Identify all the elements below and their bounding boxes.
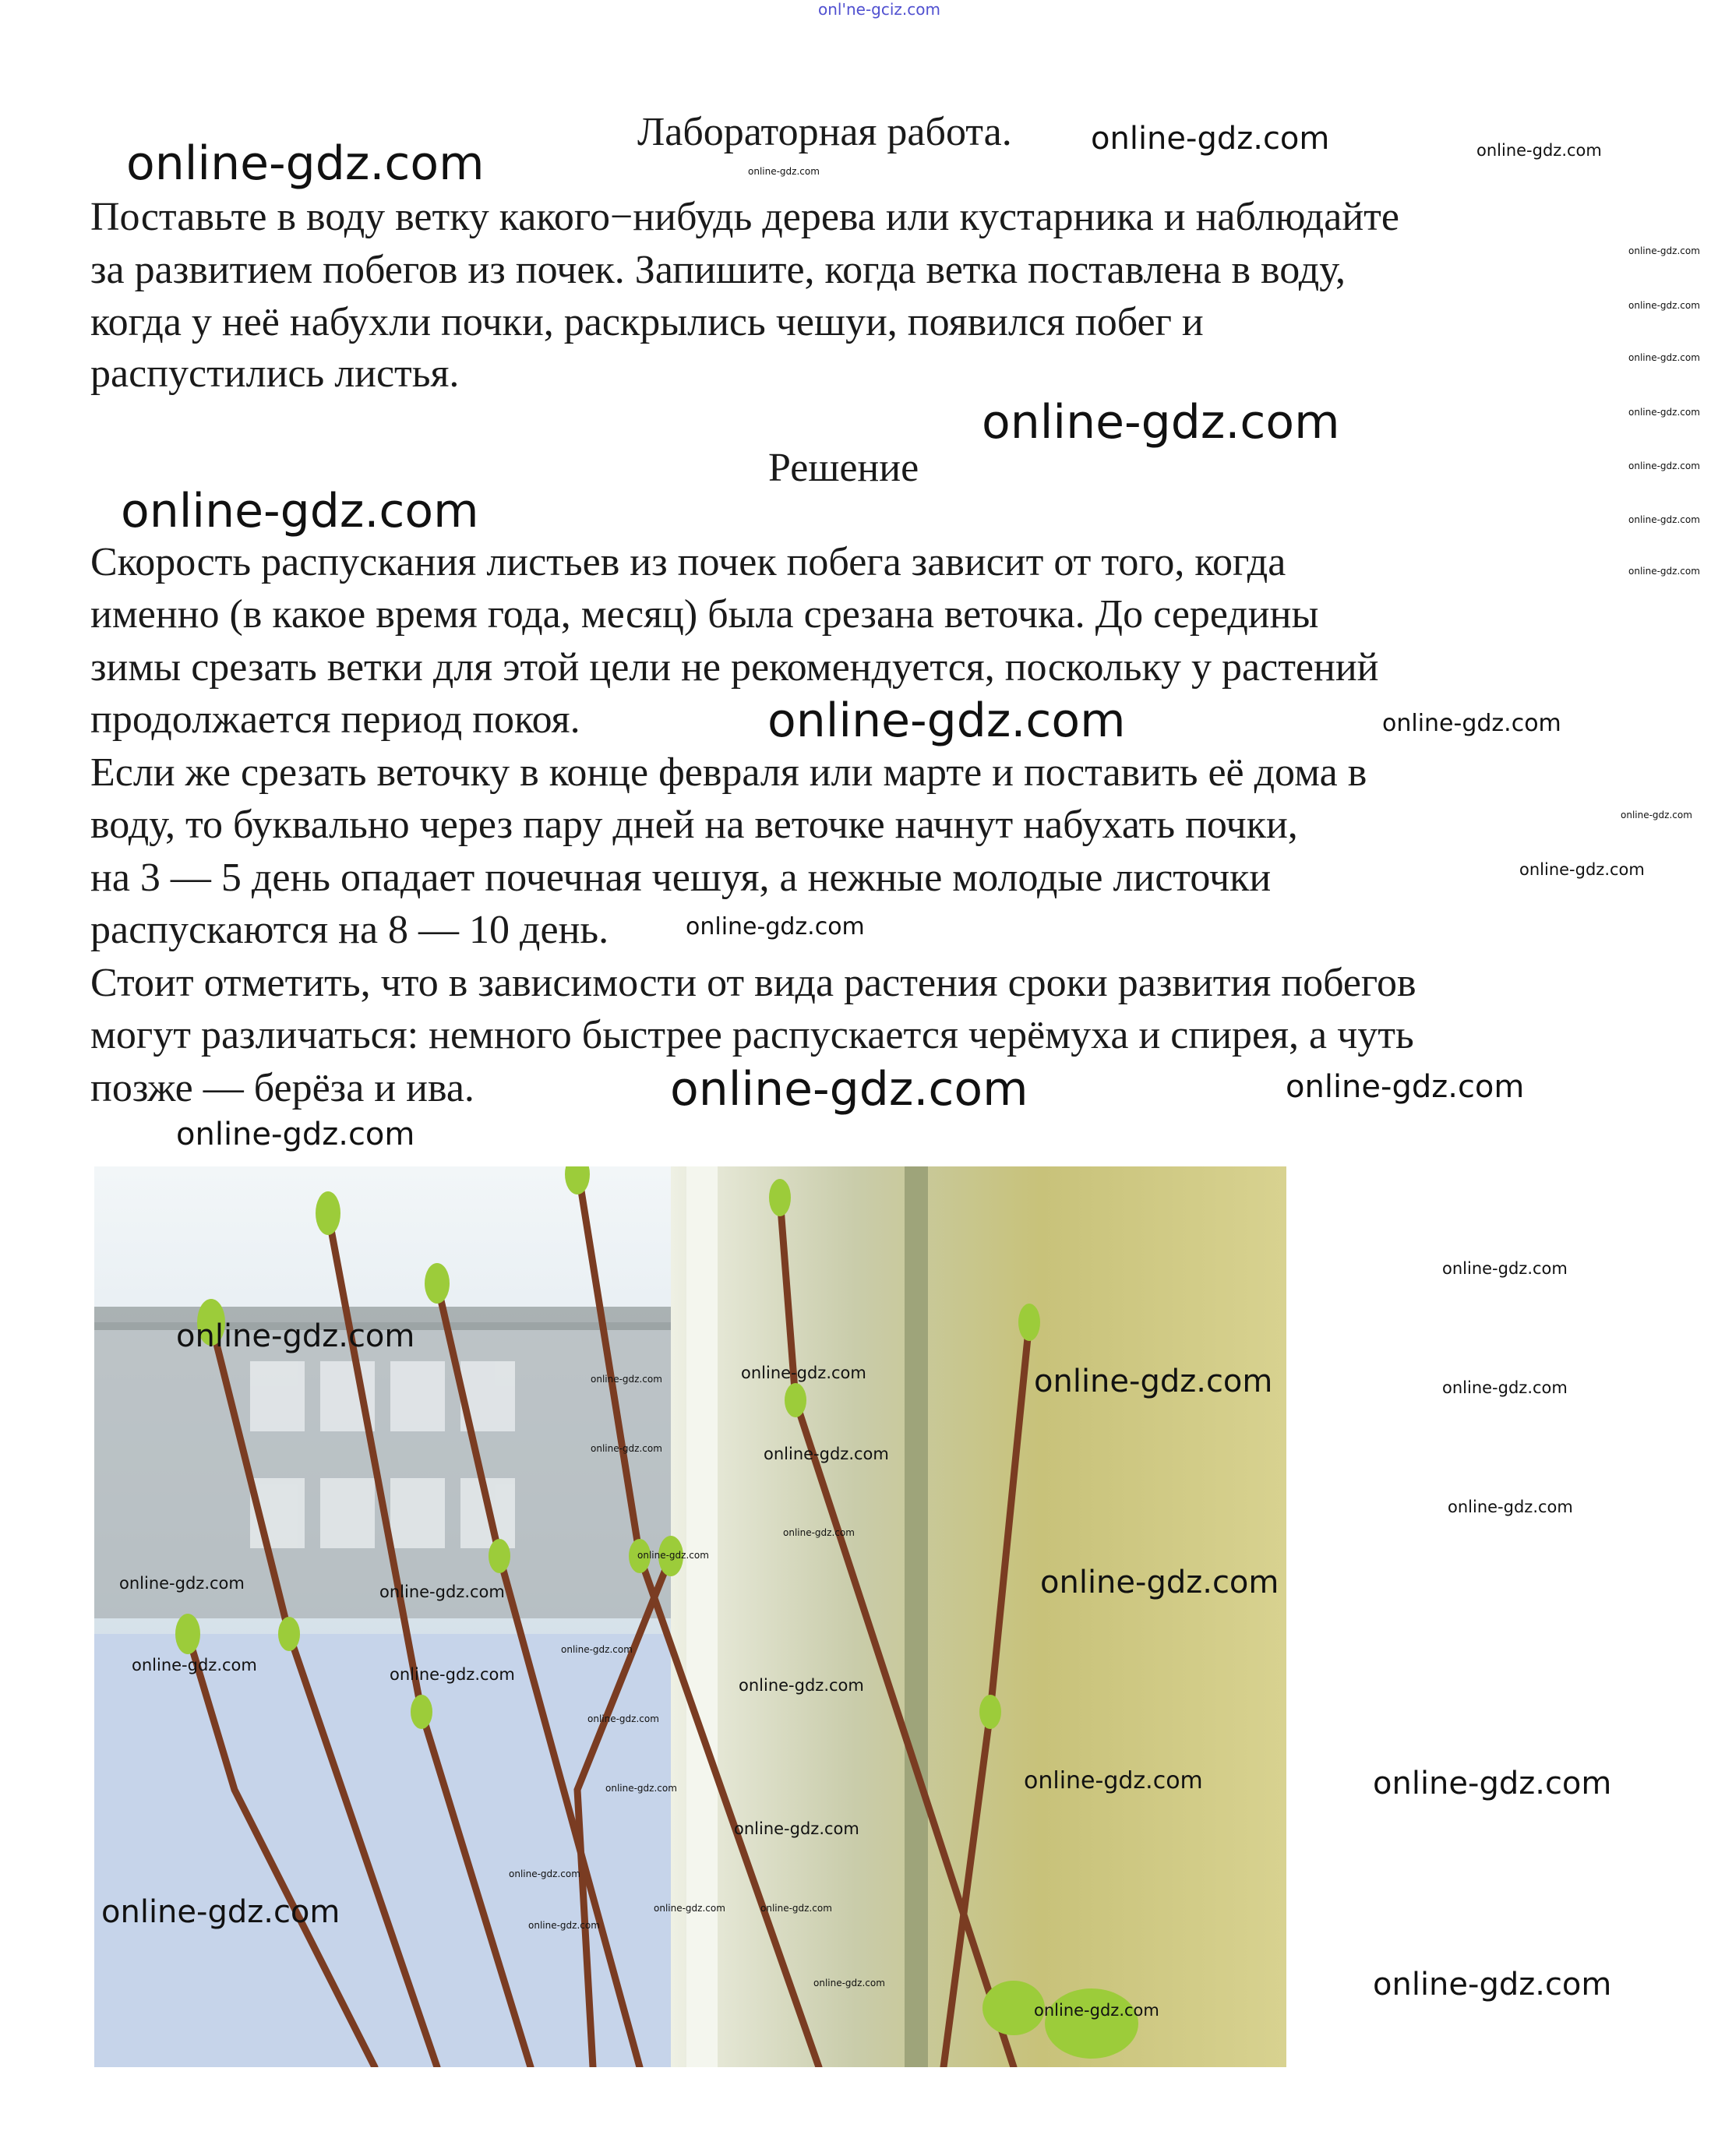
watermark: online-gdz.com bbox=[760, 1903, 832, 1914]
watermark: online-gdz.com bbox=[1628, 300, 1700, 311]
watermark: online-gdz.com bbox=[176, 1117, 415, 1152]
watermark: online-gdz.com bbox=[767, 693, 1126, 748]
watermark: online-gdz.com bbox=[686, 913, 865, 940]
solution-line: на 3 — 5 день опадает почечная чешуя, а нежные молодые листочки bbox=[90, 856, 1272, 900]
watermark: online-gdz.com bbox=[390, 1665, 515, 1684]
watermark: online-gdz.com bbox=[783, 1527, 855, 1538]
branch-photo bbox=[94, 1166, 1286, 2067]
watermark: online-gdz.com bbox=[509, 1868, 580, 1879]
watermark: online-gdz.com bbox=[1621, 810, 1692, 820]
watermark: online-gdz.com bbox=[528, 1920, 600, 1931]
watermark: online-gdz.com bbox=[591, 1443, 662, 1454]
solution-line: Стоит отметить, что в зависимости от вида растения сроки развития побегов bbox=[90, 961, 1416, 1005]
solution-line: Скорость распускания листьев из почек побега зависит от того, когда bbox=[90, 540, 1286, 584]
watermark: online-gdz.com bbox=[813, 1978, 885, 1988]
watermark: online-gdz.com bbox=[637, 1550, 709, 1561]
watermark: online-gdz.com bbox=[605, 1783, 677, 1794]
solution-line: продолжается период покоя. bbox=[90, 697, 580, 742]
watermark: online-gdz.com bbox=[1628, 460, 1700, 471]
watermark: online-gdz.com bbox=[176, 1318, 415, 1354]
watermark: online-gdz.com bbox=[1373, 1766, 1612, 1801]
page-title: Лабораторная работа. bbox=[637, 110, 1012, 154]
watermark: online-gdz.com bbox=[101, 1894, 340, 1930]
watermark: online-gdz.com bbox=[1628, 245, 1700, 256]
solution-line: могут различаться: немного быстрее распускается черёмуха и спирея, а чуть bbox=[90, 1013, 1414, 1057]
watermark: online-gdz.com bbox=[1476, 141, 1602, 160]
watermark: online-gdz.com bbox=[132, 1656, 257, 1674]
task-line: распустились листья. bbox=[90, 351, 460, 396]
solution-line: воду, то буквально через пару дней на веточке начнут набухать почки, bbox=[90, 803, 1298, 847]
watermark: online-gdz.com bbox=[1034, 1364, 1273, 1399]
watermark: online-gdz.com bbox=[591, 1374, 662, 1385]
watermark: online-gdz.com bbox=[1034, 2001, 1159, 2020]
watermark: online-gdz.com bbox=[1373, 1967, 1612, 2003]
watermark: online-gdz.com bbox=[741, 1364, 866, 1382]
watermark: online-gdz.com bbox=[764, 1445, 889, 1463]
solution-line: именно (в какое время года, месяц) была срезана веточка. До середины bbox=[90, 592, 1319, 637]
watermark: online-gdz.com bbox=[1628, 566, 1700, 577]
watermark: online-gdz.com bbox=[739, 1676, 864, 1695]
watermark: online-gdz.com bbox=[1040, 1565, 1279, 1600]
watermark: online-gdz.com bbox=[734, 1819, 859, 1838]
watermark: online-gdz.com bbox=[1442, 1378, 1568, 1397]
watermark: online-gdz.com bbox=[587, 1713, 659, 1724]
watermark: online-gdz.com bbox=[1519, 860, 1645, 879]
watermark: online-gdz.com bbox=[1628, 352, 1700, 363]
watermark: online-gdz.com bbox=[119, 1574, 245, 1593]
watermark: online-gdz.com bbox=[1628, 514, 1700, 525]
watermark: online-gdz.com bbox=[748, 166, 820, 177]
task-line: когда у неё набухли почки, раскрылись чешуи, появился побег и bbox=[90, 300, 1204, 344]
solution-line: позже — берёза и ива. bbox=[90, 1066, 474, 1110]
watermark: online-gdz.com bbox=[982, 395, 1340, 450]
task-line: за развитием побегов из почек. Запишите, когда ветка поставлена в воду, bbox=[90, 248, 1346, 292]
solution-line: Если же срезать веточку в конце февраля или марте и поставить её дома в bbox=[90, 750, 1367, 795]
solution-heading: Решение bbox=[768, 446, 919, 490]
watermark: online-gdz.com bbox=[1286, 1069, 1525, 1105]
watermark: online-gdz.com bbox=[379, 1583, 505, 1601]
watermark: online-gdz.com bbox=[561, 1644, 633, 1655]
watermark: online-gdz.com bbox=[670, 1062, 1028, 1117]
watermark: online-gdz.com bbox=[1448, 1498, 1573, 1516]
watermark: online-gdz.com bbox=[1628, 407, 1700, 418]
watermark: online-gdz.com bbox=[1382, 710, 1561, 737]
watermark: online-gdz.com bbox=[1024, 1767, 1203, 1794]
watermark: online-gdz.com bbox=[654, 1903, 725, 1914]
watermark: online-gdz.com bbox=[126, 136, 485, 191]
solution-line: зимы срезать ветки для этой цели не рекомендуется, поскольку у растений bbox=[90, 645, 1379, 690]
watermark: online-gdz.com bbox=[1442, 1259, 1568, 1278]
watermark: online-gdz.com bbox=[121, 484, 479, 538]
watermark: online-gdz.com bbox=[1091, 121, 1330, 157]
task-line: Поставьте в воду ветку какого−нибудь дерева или кустарника и наблюдайте bbox=[90, 195, 1399, 239]
solution-line: распускаются на 8 — 10 день. bbox=[90, 908, 609, 952]
top-watermark: onl'ne-gciz.com bbox=[818, 0, 940, 19]
